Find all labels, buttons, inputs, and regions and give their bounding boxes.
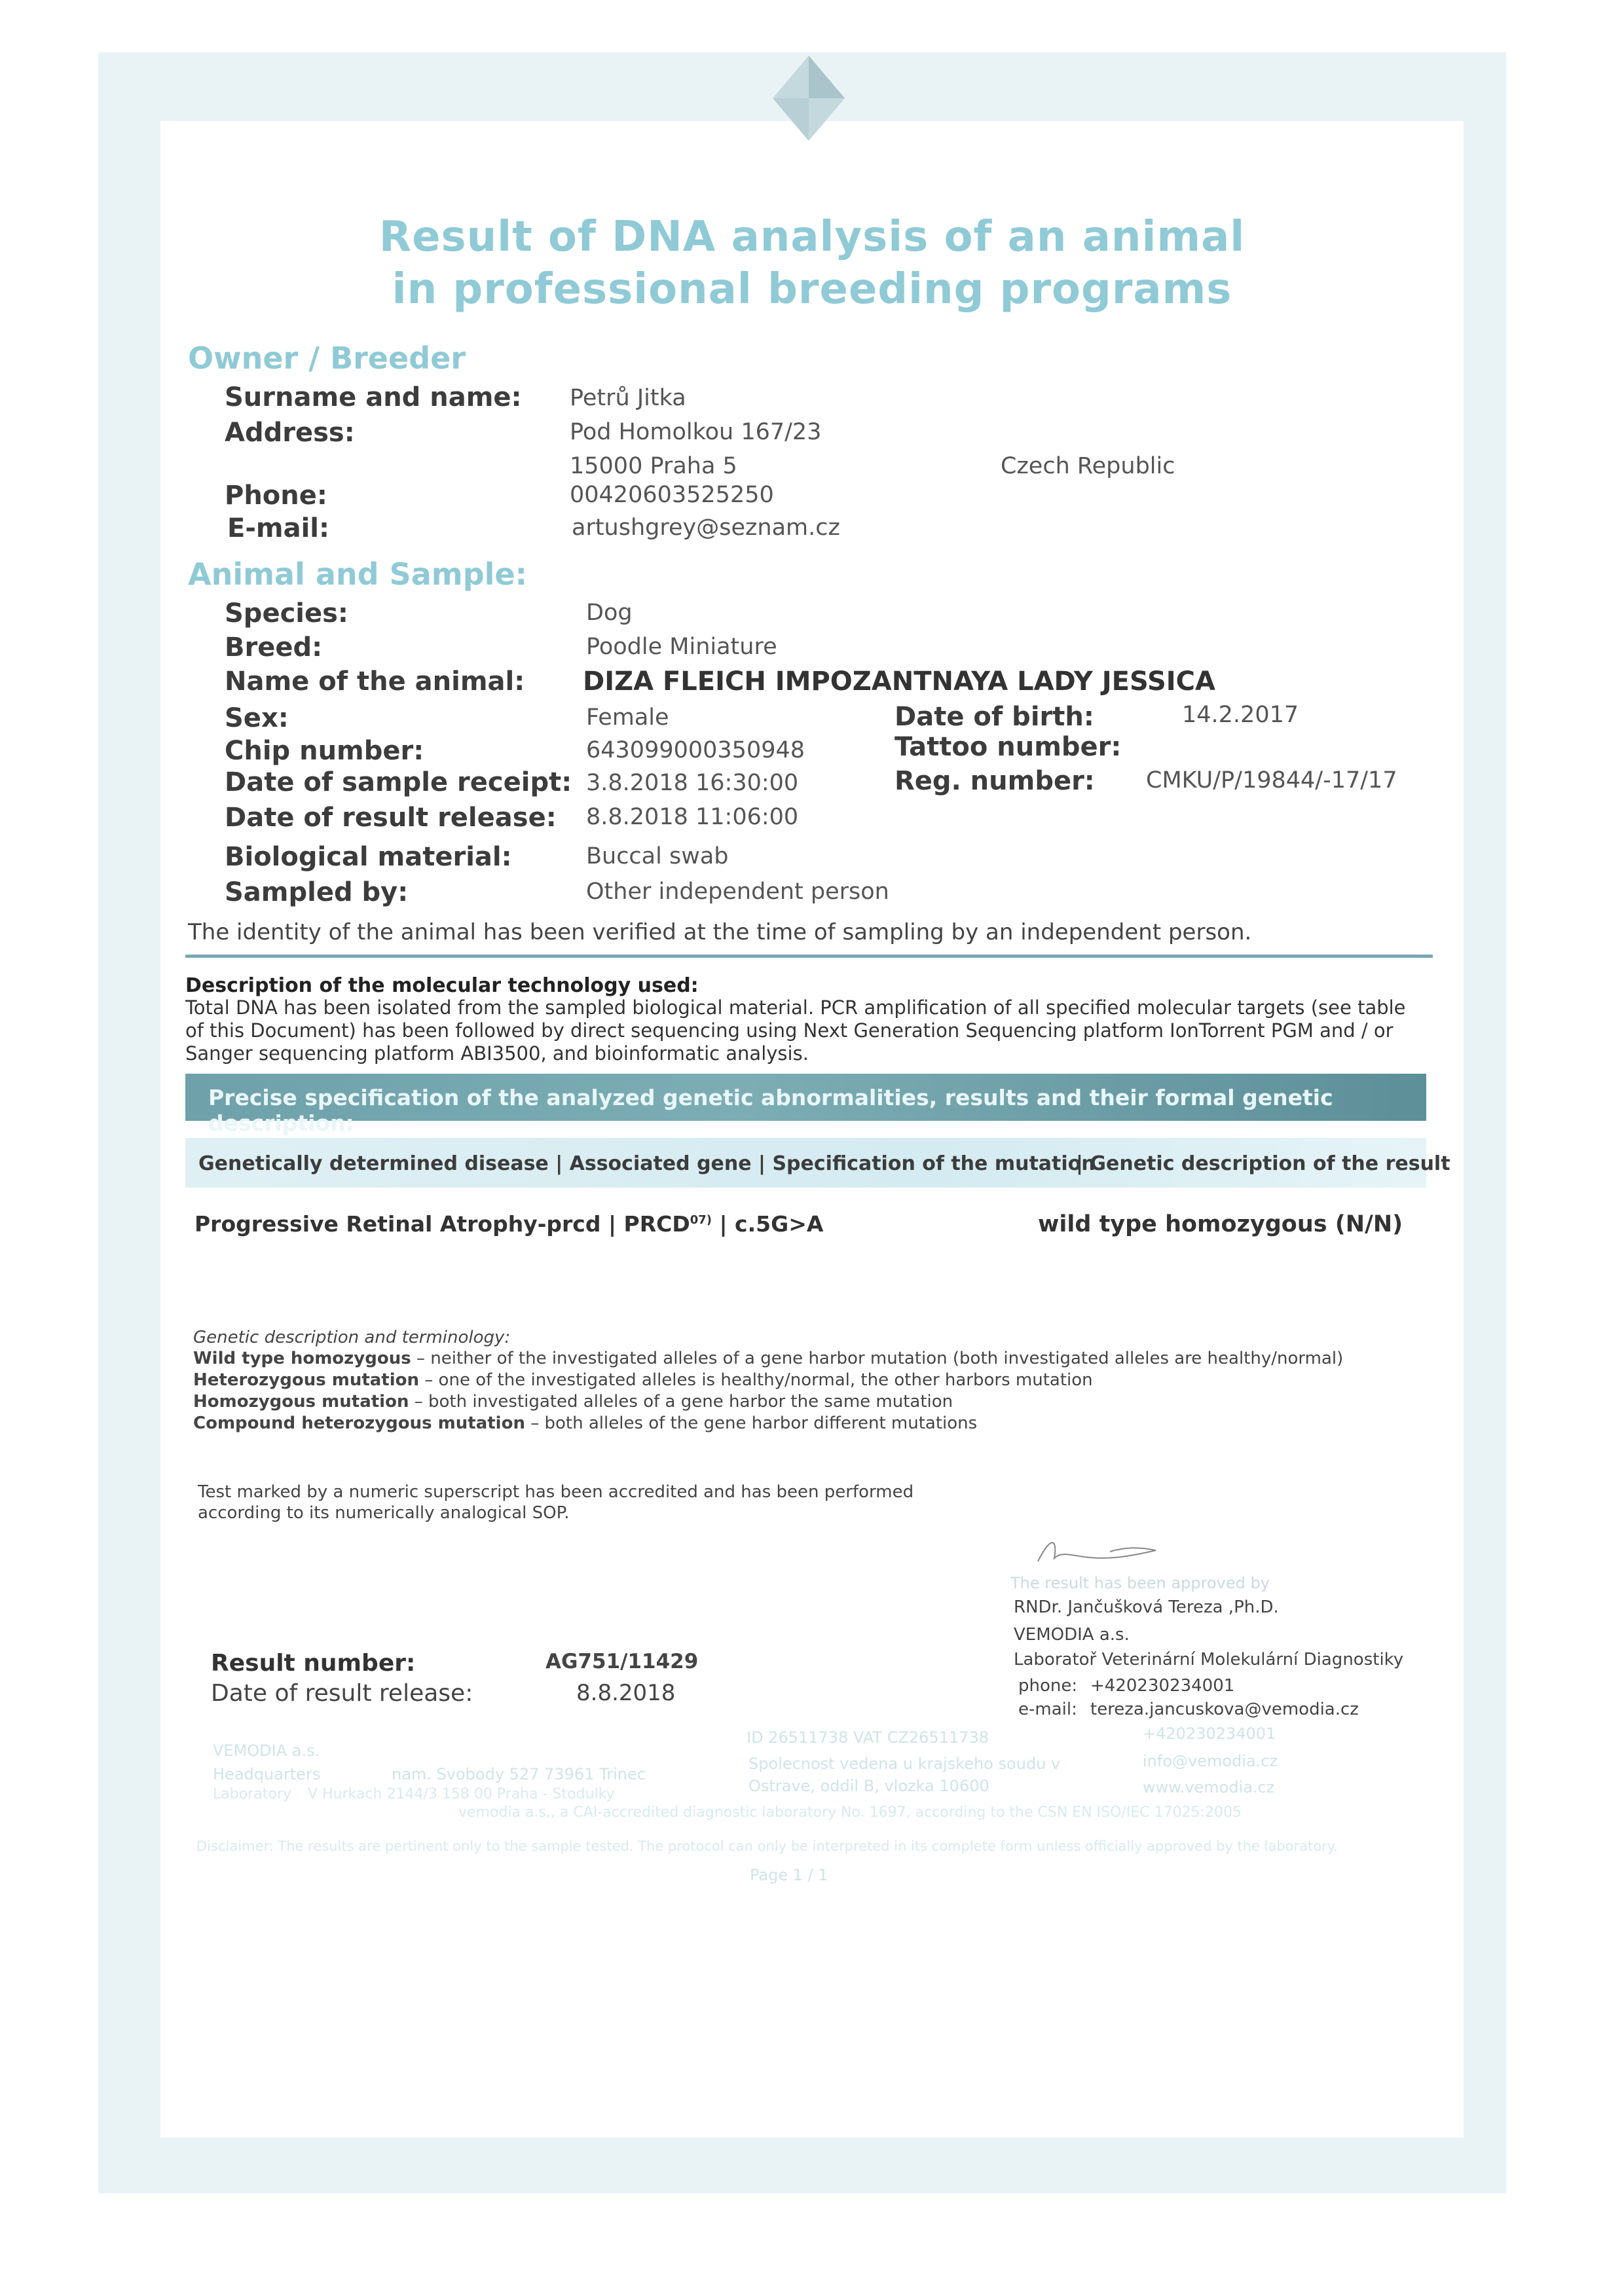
release-value: 8.8.2018 11:06:00	[586, 804, 799, 830]
footer-lab: V Hurkach 2144/3 158 00 Praha - Stodulky	[308, 1786, 615, 1802]
receipt-value: 3.8.2018 16:30:00	[586, 770, 799, 796]
results-title: Precise specification of the analyzed genetic abnormalities, results and their formal genetic description:	[208, 1085, 1333, 1136]
reg-label: Reg. number:	[895, 766, 1095, 796]
email-value: artushgrey@seznam.cz	[572, 515, 840, 541]
sex-value: Female	[586, 704, 669, 731]
result-date-value: 8.8.2018	[576, 1680, 676, 1706]
signature-icon	[1031, 1532, 1162, 1571]
breed-label: Breed:	[225, 632, 323, 663]
results-title-band	[185, 1074, 1426, 1136]
terminology-heading: Genetic description and terminology:	[193, 1328, 511, 1347]
footer-company: VEMODIA a.s.	[213, 1741, 320, 1760]
approved-by: The result has been approved by	[1010, 1574, 1270, 1592]
address-line1: Pod Homolkou 167/23	[570, 419, 822, 445]
footer-court2: Ostrave, oddil B, vlozka 10600	[748, 1777, 989, 1795]
term-heterozygous	[193, 1370, 1093, 1390]
dob-value: 14.2.2017	[1182, 702, 1299, 728]
footer-email: info@vemodia.cz	[1143, 1752, 1278, 1770]
footer-id: ID 26511738 VAT CZ26511738	[747, 1728, 989, 1747]
reg-value: CMKU/P/19844/-17/17	[1146, 767, 1397, 793]
phone-label: Phone:	[225, 481, 327, 511]
result-row-disease	[194, 1211, 823, 1237]
term-definition: – both alleles of the gene harbor different mutations	[525, 1413, 978, 1433]
term-definition: – both investigated alleles of a gene harbor the same mutation	[409, 1392, 953, 1412]
approver-email: tereza.jancuskova@vemodia.cz	[1090, 1700, 1359, 1719]
address-line2: 15000 Praha 5	[570, 453, 737, 479]
footer-page: Page 1 / 1	[750, 1866, 828, 1884]
term-compound	[193, 1413, 977, 1433]
material-value: Buccal swab	[586, 843, 729, 869]
footer-accreditation: vemodia a.s., a CAI-accredited diagnostic laboratory No. 1697, according to the CSN EN ISO/IEC 17025:2005	[458, 1804, 1242, 1821]
accreditation-superscript: 07)	[690, 1213, 712, 1227]
term-name: Homozygous mutation	[193, 1392, 409, 1412]
footer-hq-label: Headquarters	[213, 1765, 321, 1783]
accreditation-line2: according to its numerically analogical SOP.	[198, 1503, 570, 1523]
footer-court1: Spolecnost vedena u krajskeho soudu v	[748, 1755, 1061, 1773]
approver-name: RNDr. Jančušková Tereza ,Ph.D.	[1014, 1597, 1279, 1617]
sampled-label: Sampled by:	[225, 877, 409, 907]
species-label: Species:	[225, 598, 348, 629]
species-value: Dog	[586, 600, 633, 626]
result-number-label: Result number:	[211, 1650, 416, 1677]
receipt-label: Date of sample receipt:	[225, 767, 572, 797]
material-label: Biological material:	[225, 842, 512, 872]
sampled-value: Other independent person	[586, 879, 889, 905]
technology-text: Total DNA has been isolated from the sampled biological material. PCR amplification of all specified molecular targets (see table of this Document) has been followed by direct sequencing using Next Generation Sequencing platform IonTorrent PGM and / or Sanger sequencing platform ABI3500, and bioinformatic analysis.	[185, 996, 1406, 1065]
footer-phone: +420230234001	[1143, 1724, 1276, 1743]
animal-heading: Animal and Sample:	[188, 556, 527, 592]
disease-gene: Progressive Retinal Atrophy-prcd | PRCD	[194, 1211, 690, 1237]
animal-name-label: Name of the animal:	[225, 666, 525, 697]
identity-note: The identity of the animal has been verified at the time of sampling by an independent person.	[188, 919, 1252, 945]
sex-label: Sex:	[225, 703, 289, 733]
term-homozygous	[193, 1392, 953, 1412]
breed-value: Poodle Miniature	[586, 634, 777, 660]
tattoo-label: Tattoo number:	[895, 732, 1122, 762]
phone-value: 00420603525250	[570, 482, 774, 508]
email-label: E-mail:	[227, 513, 330, 543]
footer-lab-label: Laboratory	[213, 1786, 291, 1802]
address-country: Czech Republic	[1001, 453, 1175, 479]
chip-value: 643099000350948	[586, 737, 805, 763]
result-date-label: Date of result release:	[211, 1680, 473, 1707]
document-title-line2: in professional breeding programs	[392, 265, 1232, 314]
surname-label: Surname and name:	[225, 382, 522, 412]
term-definition: – neither of the investigated alleles of a gene harbor mutation (both investigated alleles are healthy/normal)	[411, 1349, 1344, 1368]
term-definition: – one of the investigated alleles is healthy/normal, the other harbors mutation	[419, 1370, 1093, 1390]
technology-heading: Description of the molecular technology used:	[185, 974, 699, 997]
term-name: Compound heterozygous mutation	[193, 1413, 525, 1433]
footer-web: www.vemodia.cz	[1143, 1778, 1275, 1796]
mutation-spec: | c.5G>A	[712, 1211, 824, 1237]
document-title-line1: Result of DNA analysis of an animal	[378, 213, 1246, 261]
approver-lab: Laboratoř Veterinární Molekulární Diagnostiky	[1014, 1650, 1404, 1669]
surname-value: Petrů Jitka	[570, 385, 686, 411]
term-wild-type	[193, 1349, 1343, 1368]
dob-label: Date of birth:	[895, 702, 1094, 732]
footer-hq: nam. Svobody 527 73961 Trinec	[392, 1765, 646, 1783]
column-header-result: | Genetic description of the result	[1076, 1152, 1450, 1175]
address-label: Address:	[225, 418, 355, 448]
footer-disclaimer: Disclaimer: The results are pertinent only to the sample tested. The protocol can only be interpreted in its complete form unless officially approved by the laboratory.	[196, 1838, 1338, 1854]
term-name: Heterozygous mutation	[193, 1370, 420, 1390]
animal-name-value: DIZA FLEICH IMPOZANTNAYA LADY JESSICA	[583, 666, 1215, 697]
column-header-disease: Genetically determined disease | Associated gene | Specification of the mutation	[198, 1152, 1096, 1175]
term-name: Wild type homozygous	[193, 1349, 411, 1368]
approver-company: VEMODIA a.s.	[1014, 1625, 1130, 1645]
approver-email-label: e-mail:	[1018, 1700, 1077, 1719]
result-row-genotype: wild type homozygous (N/N)	[1038, 1211, 1403, 1237]
result-number-value: AG751/11429	[545, 1650, 699, 1673]
diamond-logo-icon	[773, 56, 845, 141]
approver-phone-label: phone:	[1018, 1676, 1078, 1696]
chip-label: Chip number:	[225, 736, 424, 766]
owner-heading: Owner / Breeder	[188, 340, 466, 376]
approver-phone: +420230234001	[1090, 1676, 1235, 1696]
results-table-header	[185, 1138, 1450, 1188]
release-label: Date of result release:	[225, 803, 557, 833]
accreditation-line1: Test marked by a numeric superscript has been accredited and has been performed	[198, 1482, 914, 1502]
section-divider	[185, 955, 1433, 958]
